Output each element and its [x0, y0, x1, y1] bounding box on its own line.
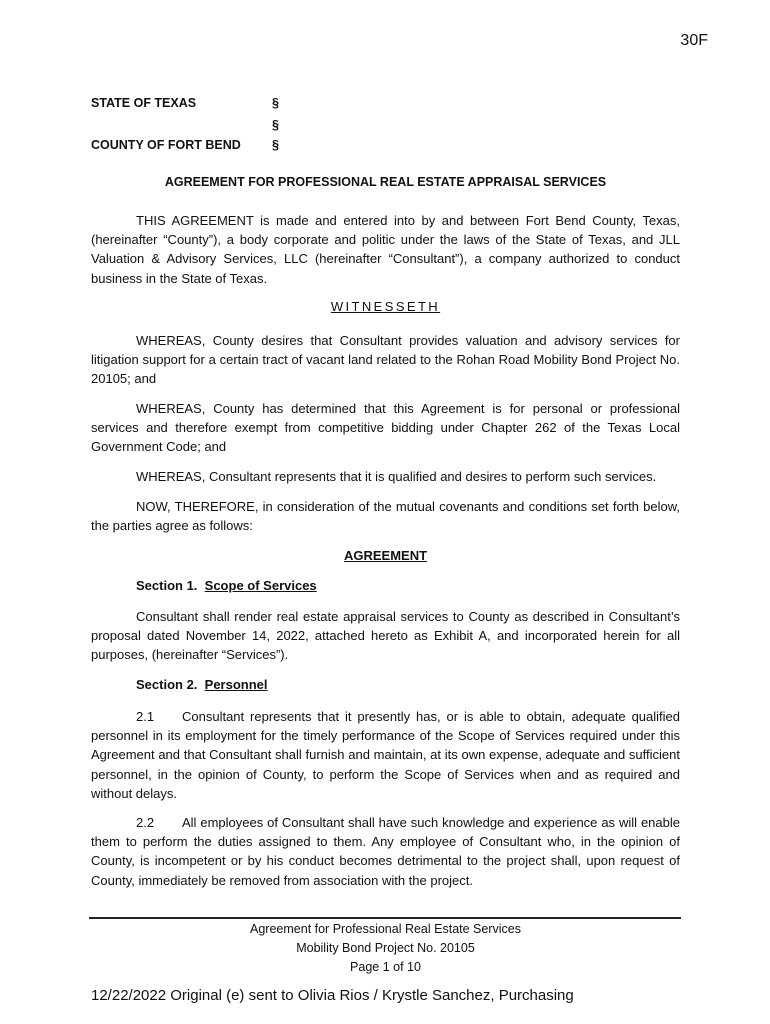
- footer-title: Agreement for Professional Real Estate Services: [250, 922, 521, 936]
- whereas-text-1: WHEREAS, County desires that Consultant provides valuation and advisory services for litigation support for a certain tract of vacant land related to the Rohan Road Mobility Bond Project No. 20105; and: [91, 333, 680, 387]
- whereas-text-2: WHEREAS, County has determined that this Agreement is for personal or professional services and therefore exempt from competitive bidding under Chapter 262 of the Texas Local Government Code; and: [91, 401, 680, 455]
- section-2-label: Section 2.: [136, 677, 198, 692]
- section-1-paragraph: [91, 607, 680, 665]
- section-2-2-paragraph: [91, 813, 680, 890]
- section-symbol-3: §: [272, 138, 279, 152]
- section-symbol-2: §: [272, 118, 279, 132]
- section-2-2-number: 2.2: [136, 815, 155, 830]
- caption-state: STATE OF TEXAS: [91, 96, 197, 110]
- section-2-2-text: All employees of Consultant shall have such knowledge and experience as will enable them to perform the duties assigned to them. Any employee of Consultant who, in the opinion of County, is incompetent or by his conduct becomes detrimental to the project shall, upon request of County, immediately be removed from association with the project.: [91, 815, 680, 888]
- section-2-1-number: 2.1: [136, 709, 155, 724]
- agreement-title: AGREEMENT FOR PROFESSIONAL REAL ESTATE APPRAISAL SERVICES: [164, 175, 607, 189]
- section-2-heading: [136, 677, 268, 692]
- section-1-heading: [136, 578, 317, 593]
- caption-county: COUNTY OF FORT BEND: [91, 138, 241, 152]
- footer-page-number: Page 1 of 10: [350, 960, 421, 974]
- section-2-title: Personnel: [204, 677, 268, 692]
- whereas-paragraph-3: [91, 467, 680, 486]
- footer-project: Mobility Bond Project No. 20105: [296, 941, 475, 955]
- now-therefore-paragraph: [91, 497, 680, 535]
- agreement-heading-text: AGREEMENT: [343, 548, 428, 563]
- witnesseth-heading: [91, 299, 680, 314]
- document-number: 30F: [680, 32, 708, 49]
- intro-paragraph: [91, 211, 680, 288]
- whereas-paragraph-2: [91, 399, 680, 457]
- section-1-text: Consultant shall render real estate appraisal services to County as described in Consultant’s proposal dated November 14, 2022, attached hereto as Exhibit A, and incorporated herein for all purposes, (hereinafter “Services”).: [91, 609, 680, 663]
- section-1-title: Scope of Services: [204, 578, 317, 593]
- section-1-label: Section 1.: [136, 578, 198, 593]
- distribution-stamp: 12/22/2022 Original (e) sent to Olivia Rios / Krystle Sanchez, Purchasing: [91, 987, 574, 1004]
- whereas-text-3: WHEREAS, Consultant represents that it is qualified and desires to perform such services.: [136, 469, 657, 484]
- footer-rule: [89, 917, 681, 919]
- section-symbol-1: §: [272, 96, 279, 110]
- now-therefore-text: NOW, THEREFORE, in consideration of the mutual covenants and conditions set forth below, the parties agree as follows:: [91, 499, 680, 534]
- whereas-paragraph-1: [91, 331, 680, 389]
- agreement-heading: [91, 548, 680, 563]
- section-2-1-paragraph: [91, 707, 680, 803]
- section-2-1-text: Consultant represents that it presently has, or is able to obtain, adequate qualified personnel in its employment for the timely performance of the Scope of Services required under this Agreement and that Consultant shall furnish and maintain, at its own expense, adequate and sufficient personnel, in the opinion of County, to perform the Scope of Services when and as required and without delays.: [91, 709, 680, 801]
- witnesseth-text: WITNESSETH: [330, 299, 441, 314]
- intro-text: THIS AGREEMENT is made and entered into by and between Fort Bend County, Texas, (hereinafter “County”), a body corporate and politic under the laws of the State of Texas, and JLL Valuation & Advisory Services, LLC (hereinafter “Consultant”), a company authorized to conduct business in the State of Texas.: [91, 213, 680, 286]
